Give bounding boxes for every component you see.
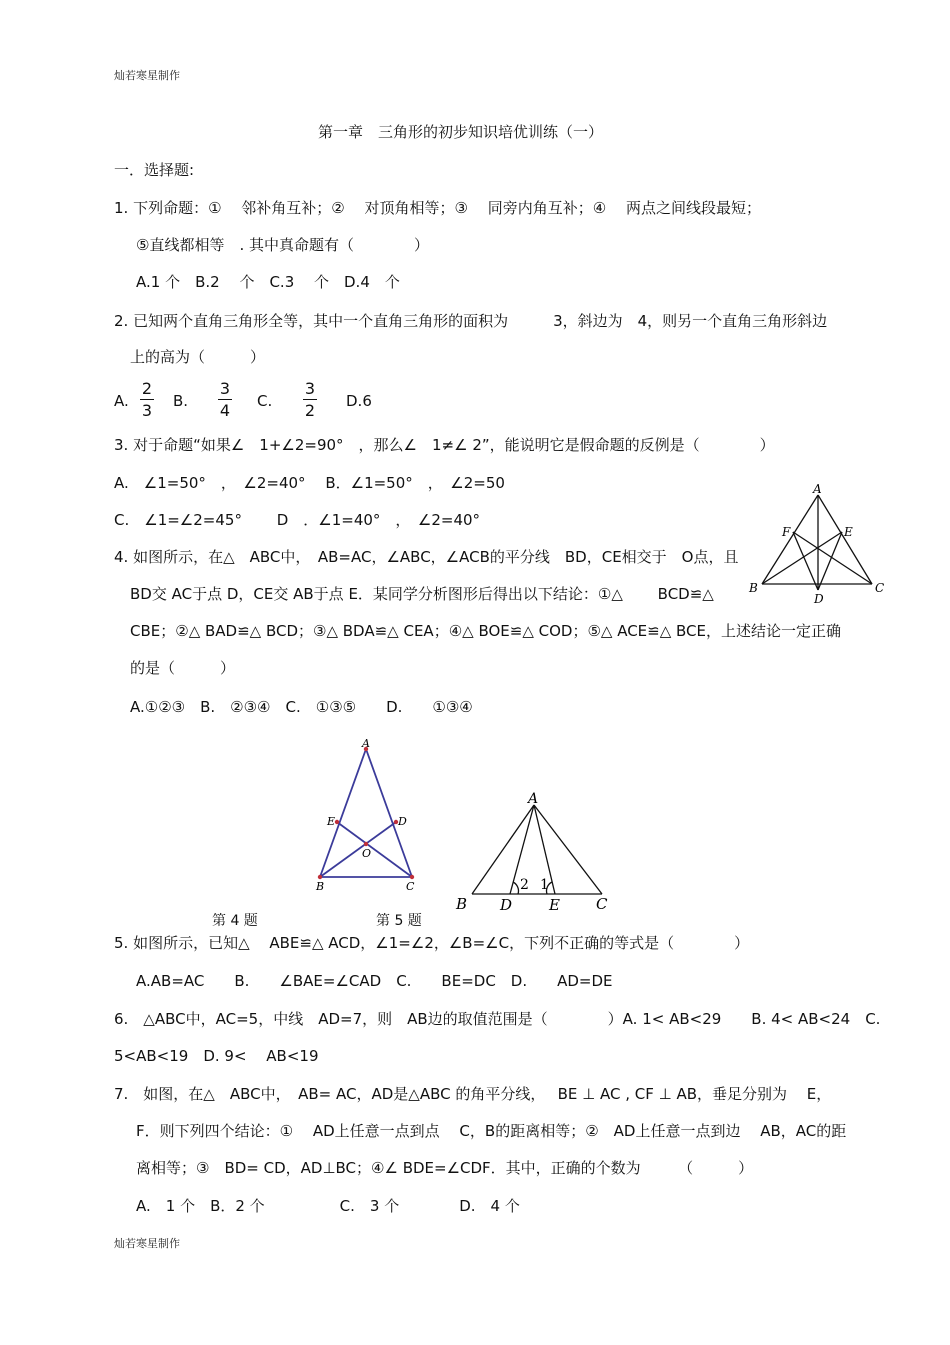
section-heading: 一．选择题:: [114, 161, 195, 179]
header-maker: 灿若寒星制作: [114, 69, 180, 82]
fraction-numerator: 3: [219, 379, 231, 398]
figure-q5: [452, 788, 622, 914]
label-e: E: [549, 896, 560, 914]
segment-ac: [366, 749, 412, 877]
label-b: B: [456, 895, 468, 913]
angle-2-arc: [513, 882, 518, 894]
fraction-numerator: 3: [304, 379, 316, 398]
segment-bd: [320, 822, 396, 877]
q7-stem-cont1: F．则下列四个结论：① AD上任意一点到点 C，B的距离相等；② AD上任意一点到边 AB，AC的距: [136, 1122, 847, 1140]
label-f: F: [782, 525, 791, 539]
caption-figure-4: 第 4 题: [212, 913, 258, 929]
figure-q4: [308, 735, 428, 895]
label-b: B: [749, 581, 758, 595]
label-c: C: [596, 895, 608, 913]
q1-stem: 1. 下列命题：① 邻补角互补；② 对顶角相等；③ 同旁内角互补；④ 两点之间线段最短；: [114, 199, 761, 217]
q3-options-ab: A. ∠1=50° ， ∠2=40° B．∠1=50° ， ∠2=50: [114, 474, 505, 492]
point-b: [318, 875, 322, 879]
q7-stem-cont2: 离相等；③ BD= CD，AD⊥BC；④∠ BDE=∠CDF．其中，正确的个数为 （ ）: [136, 1159, 754, 1177]
q4-stem-cont1: BD交 AC于点 D，CE交 AB于点 E．某同学分析图形后得出以下结论：①△ BCD≌△: [130, 585, 714, 603]
segment-ce: [337, 822, 412, 877]
point-e: [335, 820, 339, 824]
label-e: E: [844, 525, 853, 539]
segment-ed: [818, 532, 842, 590]
q4-options: A.①②③ B. ②③④ C. ①③⑤ D. ①③④: [130, 698, 473, 716]
label-d: D: [814, 592, 824, 606]
label-o: O: [362, 847, 372, 860]
q1-options: A.1 个 B.2 个 C.3 个 D.4 个: [136, 273, 400, 291]
q2-stem-cont: 上的高为（ ）: [130, 348, 266, 366]
fraction-denominator: 3: [141, 401, 153, 420]
q6-stem-cont: 5<AB<19 D. 9< AB<19: [114, 1047, 319, 1065]
q7-options: A. 1 个 B．2 个 C. 3 个 D. 4 个: [136, 1197, 520, 1215]
q2-option-a: A.: [114, 392, 129, 410]
label-a: A: [528, 791, 539, 807]
label-a: A: [362, 737, 370, 750]
fraction-denominator: 4: [219, 401, 231, 420]
q5-stem: 5. 如图所示，已知△ ABE≌△ ACD，∠1=∠2，∠B=∠C，下列不正确的等式是（ ）: [114, 934, 750, 952]
q4-stem-cont3: 的是（ ）: [130, 659, 236, 677]
q2-option-d: D.6: [346, 392, 372, 410]
segment-be: [762, 532, 842, 584]
label-e: E: [327, 815, 336, 828]
angle-2-label: 2: [520, 877, 529, 893]
label-a: A: [813, 482, 822, 496]
figure-triangle-abc: [745, 478, 895, 608]
q7-stem: 7. 如图，在△ ABC中， AB= AC，AD是△ABC 的角平分线， BE ⊥ AC , CF ⊥ AB，垂足分别为 E，: [114, 1085, 832, 1103]
q2-fraction-a: [139, 379, 155, 422]
label-d: D: [398, 815, 407, 828]
q2-fraction-b: [217, 379, 233, 422]
page-title: 第一章 三角形的初步知识培优训练（一）: [318, 123, 604, 141]
q4-stem: 4. 如图所示，在△ ABC中， AB=AC，∠ABC，∠ACB的平分线 BD，CE相交于 O点，且: [114, 548, 739, 566]
footer-maker: 灿若寒星制作: [114, 1237, 180, 1250]
q2-option-c: C.: [257, 392, 273, 410]
label-b: B: [316, 880, 325, 893]
q1-stem-cont: ⑤直线都相等 . 其中真命题有（ ）: [136, 236, 429, 254]
fraction-numerator: 2: [141, 379, 153, 398]
q4-stem-cont2: CBE；②△ BAD≌△ BCD；③△ BDA≌△ CEA；④△ BOE≌△ COD；⑤△ ACE≌△ BCE，上述结论一定正确: [130, 622, 842, 640]
label-c: C: [406, 880, 415, 893]
q2-stem: 2. 已知两个直角三角形全等，其中一个直角三角形的面积为 3，斜边为 4，则另一个直角三角形斜边: [114, 312, 828, 330]
q2-option-b: B.: [173, 392, 189, 410]
q3-stem: 3. 对于命题“如果∠ 1+∠2=90° ，那么∠ 1≠∠ 2”，能说明它是假命题的反例是（ ）: [114, 436, 775, 454]
q3-options-cd: C. ∠1=∠2=45° D ．∠1=40° ， ∠2=40°: [114, 511, 481, 529]
label-d: D: [500, 896, 513, 914]
point-c: [410, 875, 414, 879]
q5-options: A.AB=AC B. ∠BAE=∠CAD C. BE=DC D. AD=DE: [136, 972, 613, 990]
fraction-denominator: 2: [304, 401, 316, 420]
segment-ab: [320, 749, 366, 877]
angle-1-label: 1: [540, 877, 549, 893]
point-o: [364, 842, 368, 846]
label-c: C: [875, 581, 885, 595]
q2-fraction-c: [302, 379, 318, 422]
q6-stem: 6. △ABC中，AC=5，中线 AD=7，则 AB边的取值范围是（ ）A. 1< AB<29 B. 4< AB<24 C.: [114, 1010, 881, 1028]
caption-figure-5: 第 5 题: [376, 913, 422, 929]
